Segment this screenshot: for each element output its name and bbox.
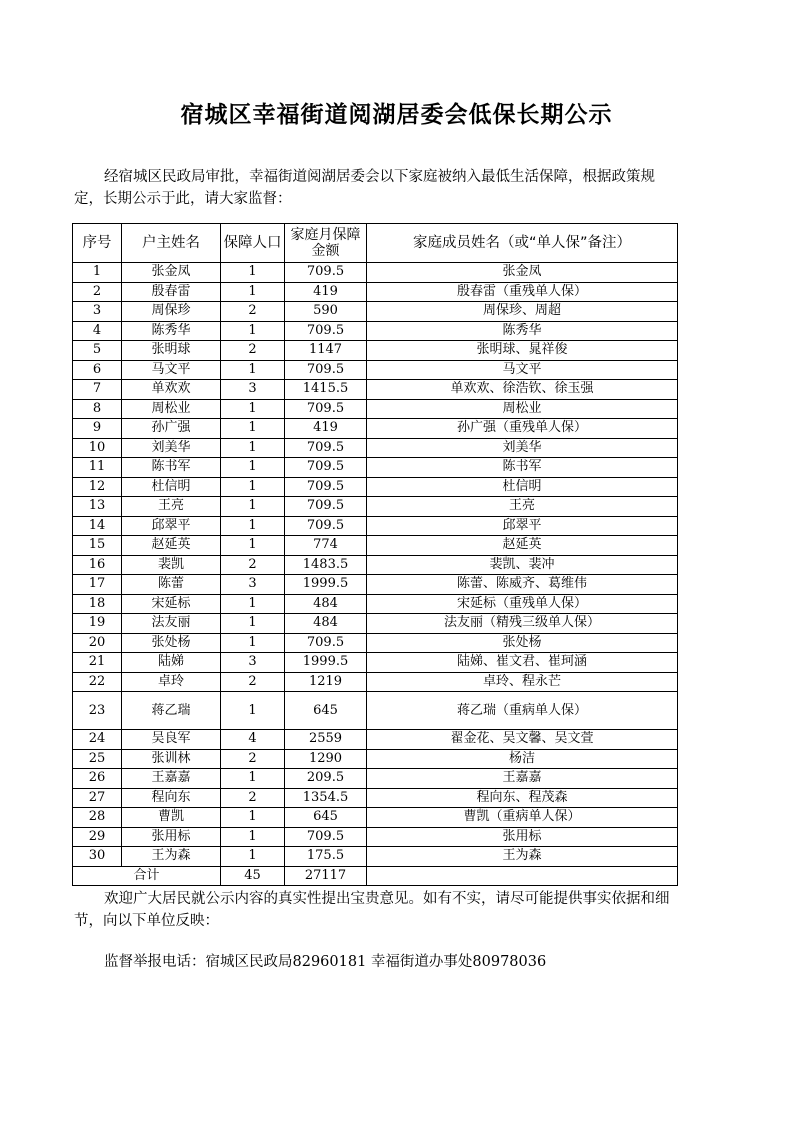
cell-amount: 175.5 xyxy=(285,847,367,867)
cell-no: 3 xyxy=(73,302,122,322)
cell-amount: 709.5 xyxy=(285,438,367,458)
cell-no: 16 xyxy=(73,555,122,575)
table-row xyxy=(73,847,678,867)
cell-name: 张用标 xyxy=(122,827,221,847)
table-row xyxy=(73,633,678,653)
cell-members: 陈蕾、陈威齐、葛维伟 xyxy=(367,575,678,595)
cell-amount: 1483.5 xyxy=(285,555,367,575)
cell-name: 王嘉嘉 xyxy=(122,769,221,789)
cell-members: 邱翠平 xyxy=(367,516,678,536)
cell-no: 13 xyxy=(73,497,122,517)
cell-people: 1 xyxy=(221,536,285,556)
cell-people: 3 xyxy=(221,575,285,595)
cell-amount: 209.5 xyxy=(285,769,367,789)
cell-name: 赵延英 xyxy=(122,536,221,556)
cell-name: 孙广强 xyxy=(122,419,221,439)
table-row xyxy=(73,827,678,847)
cell-no: 28 xyxy=(73,808,122,828)
table-row xyxy=(73,614,678,634)
cell-name: 殷春雷 xyxy=(122,282,221,302)
page-title: 宿城区幸福街道阅湖居委会低保长期公示 xyxy=(180,101,613,128)
header-members: 家庭成员姓名（或“单人保”备注） xyxy=(367,224,678,263)
table-row xyxy=(73,302,678,322)
cell-people: 2 xyxy=(221,749,285,769)
cell-no: 6 xyxy=(73,360,122,380)
cell-name: 张处杨 xyxy=(122,633,221,653)
cell-amount: 484 xyxy=(285,614,367,634)
cell-no: 10 xyxy=(73,438,122,458)
cell-amount: 645 xyxy=(285,692,367,730)
cell-name: 卓玲 xyxy=(122,672,221,692)
table-row xyxy=(73,438,678,458)
cell-members: 张金凤 xyxy=(367,263,678,283)
table-header-row xyxy=(73,224,678,263)
cell-amount: 1415.5 xyxy=(285,380,367,400)
cell-members: 宋延标（重残单人保） xyxy=(367,594,678,614)
cell-name: 蒋乙瑞 xyxy=(122,692,221,730)
cell-name: 张明球 xyxy=(122,341,221,361)
cell-name: 宋延标 xyxy=(122,594,221,614)
cell-amount: 709.5 xyxy=(285,516,367,536)
cell-members: 张明球、晁祥俊 xyxy=(367,341,678,361)
cell-members: 程向东、程茂森 xyxy=(367,788,678,808)
cell-no: 8 xyxy=(73,399,122,419)
header-name: 户主姓名 xyxy=(122,224,221,263)
cell-people: 1 xyxy=(221,263,285,283)
cell-name: 裴凯 xyxy=(122,555,221,575)
cell-amount: 1290 xyxy=(285,749,367,769)
table-row xyxy=(73,282,678,302)
cell-amount: 709.5 xyxy=(285,497,367,517)
cell-members: 杨洁 xyxy=(367,749,678,769)
table-row xyxy=(73,477,678,497)
cell-people: 2 xyxy=(221,672,285,692)
cell-members: 王为森 xyxy=(367,847,678,867)
cell-no: 24 xyxy=(73,730,122,750)
cell-amount: 419 xyxy=(285,282,367,302)
table-row xyxy=(73,536,678,556)
cell-amount: 419 xyxy=(285,419,367,439)
table-row xyxy=(73,653,678,673)
cell-members: 王嘉嘉 xyxy=(367,769,678,789)
total-row xyxy=(73,866,678,886)
cell-people: 3 xyxy=(221,380,285,400)
table-row xyxy=(73,788,678,808)
cell-no: 26 xyxy=(73,769,122,789)
cell-people: 1 xyxy=(221,419,285,439)
cell-members: 殷春雷（重残单人保） xyxy=(367,282,678,302)
cell-people: 1 xyxy=(221,594,285,614)
table-row xyxy=(73,808,678,828)
cell-no: 19 xyxy=(73,614,122,634)
cell-name: 法友丽 xyxy=(122,614,221,634)
cell-members: 刘美华 xyxy=(367,438,678,458)
cell-members: 曹凯（重病单人保） xyxy=(367,808,678,828)
cell-name: 张金凤 xyxy=(122,263,221,283)
cell-members: 单欢欢、徐浩钦、徐玉强 xyxy=(367,380,678,400)
cell-members: 裴凯、裴冲 xyxy=(367,555,678,575)
cell-people: 4 xyxy=(221,730,285,750)
table-row xyxy=(73,360,678,380)
cell-name: 王亮 xyxy=(122,497,221,517)
cell-amount: 709.5 xyxy=(285,263,367,283)
table-row xyxy=(73,341,678,361)
cell-no: 14 xyxy=(73,516,122,536)
cell-people: 2 xyxy=(221,302,285,322)
cell-no: 7 xyxy=(73,380,122,400)
header-amount: 家庭月保障金额 xyxy=(285,224,367,263)
cell-members: 翟金花、吴文馨、吴文萱 xyxy=(367,730,678,750)
intro-paragraph: 经宿城区民政局审批，幸福街道阅湖居委会以下家庭被纳入最低生活保障，根据政策规定，长期公示于此，请大家监督： xyxy=(74,169,655,207)
cell-name: 周保珍 xyxy=(122,302,221,322)
cell-no: 27 xyxy=(73,788,122,808)
cell-no: 23 xyxy=(73,692,122,730)
cell-members: 陈秀华 xyxy=(367,321,678,341)
table-row xyxy=(73,749,678,769)
cell-amount: 2559 xyxy=(285,730,367,750)
header-people: 保障人口 xyxy=(221,224,285,263)
cell-no: 21 xyxy=(73,653,122,673)
cell-no: 11 xyxy=(73,458,122,478)
cell-name: 陈书军 xyxy=(122,458,221,478)
cell-people: 1 xyxy=(221,692,285,730)
cell-no: 5 xyxy=(73,341,122,361)
cell-no: 2 xyxy=(73,282,122,302)
cell-no: 17 xyxy=(73,575,122,595)
table-row xyxy=(73,555,678,575)
cell-members: 周保珍、周超 xyxy=(367,302,678,322)
cell-members: 陆娣、崔文君、崔珂涵 xyxy=(367,653,678,673)
cell-people: 1 xyxy=(221,360,285,380)
cell-people: 1 xyxy=(221,847,285,867)
cell-members: 张用标 xyxy=(367,827,678,847)
total-people: 45 xyxy=(221,866,285,886)
cell-amount: 1147 xyxy=(285,341,367,361)
header-no: 序号 xyxy=(73,224,122,263)
total-amount: 27117 xyxy=(285,866,367,886)
cell-amount: 590 xyxy=(285,302,367,322)
cell-people: 1 xyxy=(221,497,285,517)
feedback-paragraph: 欢迎广大居民就公示内容的真实性提出宝贵意见。如有不实，请尽可能提供事实依据和细节，向以下单位反映： xyxy=(74,891,670,929)
cell-people: 1 xyxy=(221,282,285,302)
cell-name: 陆娣 xyxy=(122,653,221,673)
total-members-empty xyxy=(367,866,678,886)
cell-members: 赵延英 xyxy=(367,536,678,556)
subsidy-table xyxy=(72,223,678,886)
cell-no: 15 xyxy=(73,536,122,556)
cell-amount: 1999.5 xyxy=(285,575,367,595)
cell-no: 12 xyxy=(73,477,122,497)
cell-people: 1 xyxy=(221,321,285,341)
cell-people: 1 xyxy=(221,808,285,828)
table-row xyxy=(73,399,678,419)
cell-name: 马文平 xyxy=(122,360,221,380)
cell-people: 1 xyxy=(221,614,285,634)
cell-name: 陈秀华 xyxy=(122,321,221,341)
cell-no: 22 xyxy=(73,672,122,692)
cell-people: 1 xyxy=(221,516,285,536)
cell-amount: 709.5 xyxy=(285,360,367,380)
cell-no: 30 xyxy=(73,847,122,867)
table-row xyxy=(73,769,678,789)
table-row xyxy=(73,594,678,614)
table-row xyxy=(73,516,678,536)
cell-no: 4 xyxy=(73,321,122,341)
cell-name: 曹凯 xyxy=(122,808,221,828)
cell-people: 1 xyxy=(221,399,285,419)
table-row xyxy=(73,458,678,478)
cell-members: 杜信明 xyxy=(367,477,678,497)
cell-people: 1 xyxy=(221,438,285,458)
table-row xyxy=(73,730,678,750)
cell-no: 20 xyxy=(73,633,122,653)
hotline-text: 监督举报电话：宿城区民政局82960181 幸福街道办事处80978036 xyxy=(104,954,547,970)
cell-name: 王为森 xyxy=(122,847,221,867)
cell-amount: 709.5 xyxy=(285,399,367,419)
table-row xyxy=(73,321,678,341)
table-row xyxy=(73,692,678,730)
cell-people: 1 xyxy=(221,769,285,789)
table-row xyxy=(73,380,678,400)
cell-people: 1 xyxy=(221,827,285,847)
total-label: 合计 xyxy=(73,866,221,886)
cell-name: 程向东 xyxy=(122,788,221,808)
cell-name: 邱翠平 xyxy=(122,516,221,536)
cell-amount: 709.5 xyxy=(285,458,367,478)
cell-name: 周松业 xyxy=(122,399,221,419)
cell-members: 卓玲、程永芒 xyxy=(367,672,678,692)
cell-name: 单欢欢 xyxy=(122,380,221,400)
table-row xyxy=(73,263,678,283)
cell-people: 2 xyxy=(221,341,285,361)
cell-members: 周松业 xyxy=(367,399,678,419)
cell-people: 3 xyxy=(221,653,285,673)
cell-no: 29 xyxy=(73,827,122,847)
cell-members: 陈书军 xyxy=(367,458,678,478)
cell-members: 马文平 xyxy=(367,360,678,380)
table-row xyxy=(73,497,678,517)
cell-amount: 709.5 xyxy=(285,633,367,653)
cell-amount: 1219 xyxy=(285,672,367,692)
cell-amount: 774 xyxy=(285,536,367,556)
cell-members: 法友丽（精残三级单人保） xyxy=(367,614,678,634)
cell-no: 9 xyxy=(73,419,122,439)
cell-members: 王亮 xyxy=(367,497,678,517)
cell-no: 25 xyxy=(73,749,122,769)
cell-name: 陈蕾 xyxy=(122,575,221,595)
cell-name: 杜信明 xyxy=(122,477,221,497)
cell-amount: 709.5 xyxy=(285,321,367,341)
cell-members: 蒋乙瑞（重病单人保） xyxy=(367,692,678,730)
cell-amount: 484 xyxy=(285,594,367,614)
cell-no: 1 xyxy=(73,263,122,283)
cell-amount: 1999.5 xyxy=(285,653,367,673)
table-row xyxy=(73,672,678,692)
cell-amount: 1354.5 xyxy=(285,788,367,808)
cell-people: 1 xyxy=(221,477,285,497)
cell-name: 刘美华 xyxy=(122,438,221,458)
cell-no: 18 xyxy=(73,594,122,614)
cell-people: 1 xyxy=(221,633,285,653)
cell-amount: 645 xyxy=(285,808,367,828)
table-row xyxy=(73,419,678,439)
cell-name: 吴良军 xyxy=(122,730,221,750)
cell-members: 张处杨 xyxy=(367,633,678,653)
cell-name: 张训林 xyxy=(122,749,221,769)
cell-people: 1 xyxy=(221,458,285,478)
cell-amount: 709.5 xyxy=(285,827,367,847)
cell-members: 孙广强（重残单人保） xyxy=(367,419,678,439)
cell-people: 2 xyxy=(221,788,285,808)
cell-amount: 709.5 xyxy=(285,477,367,497)
cell-people: 2 xyxy=(221,555,285,575)
table-row xyxy=(73,575,678,595)
